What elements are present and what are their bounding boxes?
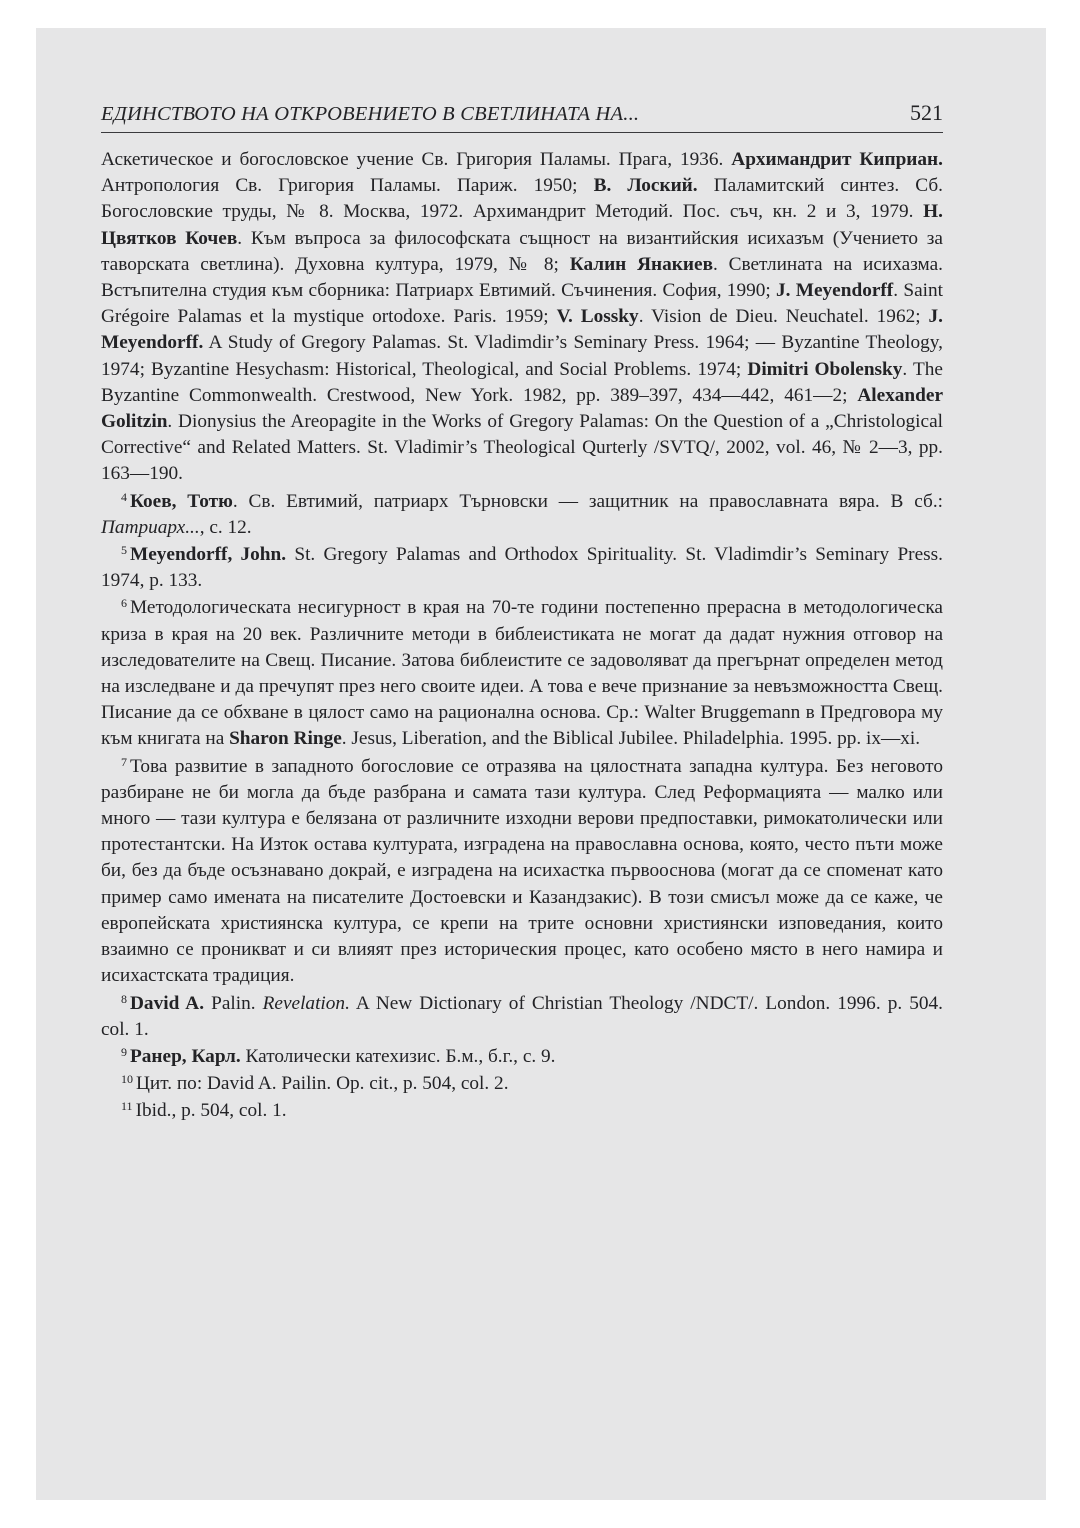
author-name: В. Лоский.	[593, 175, 698, 197]
author-name: J. Meyendorff	[776, 280, 894, 302]
footnote-7: $^7$ Това развитие в западното богословие се отразява на цялостната западна култура. Без неговото разбиране не би могла да бъде разбрана и самата тази култура. След Реформацията — малко или много — тази култура е белязана от различните изходни верови предпоставки, римокатолически или протестантски. На Изток остава културата, изградена на православна основа, която, често пъти може би, без да бъде осъзнавано докрай, е изградена на исихастка първооснова (могат да се споменат като пример само имената на писателите Достоевски и Казандзакис). В този смисъл може да се каже, че европейската християнска култура, се крепи на трите основни християнски изповедания, които взаимно се проникват и си влияят през историческия процес, като особено място в него намира и исихастската традиция.	[101, 754, 943, 987]
footnote-number: 7	[121, 754, 127, 769]
footnotes	[101, 147, 943, 1125]
author-name: Alexander Golitzin	[101, 384, 943, 433]
footnote-11: $^{11}$ Ibid., p. 504, col. 1.	[121, 1099, 287, 1122]
footnote-number: 4	[121, 489, 127, 504]
footnote-9: $^9$ Ранер, Карл. Католически катехизис. Б.м., б.г., с. 9.	[121, 1044, 556, 1067]
page-number: 521	[910, 100, 943, 125]
author-name: Архимандрит Киприан.	[731, 149, 943, 170]
author-name: Н. Цвятков Кочев	[101, 201, 943, 249]
author-name: Коев, Тотю	[130, 490, 233, 512]
author-name: J. Meyendorff.	[101, 306, 943, 354]
author-name: V. Lossky	[556, 306, 639, 328]
author-name: Dimitri Obolensky	[747, 358, 903, 380]
running-header	[101, 100, 943, 133]
footnote-number: 5	[121, 543, 127, 558]
author-name: Калин Янакиев	[569, 253, 713, 275]
footnote-4: $^4$ Коев, Тотю. Св. Евтимий, патриарх Търновски — защитник на православната вяра. В сб.: Патриарх..., с. 12.	[101, 489, 943, 538]
footnote-number: 10	[121, 1072, 133, 1087]
footnote-5: $^5$ Meyendorff, John. St. Gregory Palamas and Orthodox Spirituality. St. Vladimdir’s Seminary Press. 1974, p. 133.	[101, 543, 943, 592]
footnote-number: 6	[121, 596, 127, 611]
footnote-6: $^6$ Методологическата несигурност в края на 70-те години постепенно прерасна в методологическа криза в края на 20 век. Различните методи в библеистиката не могат да дадат нужния отговор на изследователите на Свещ. Писание. Затова библеистите се задоволяват да прегърнат определен метод на изследване и да пречупят през него своите идеи. А това е вече признание за невъзможността Свещ. Писание да се обхване в цялост само на рационална основа. Ср.: Walter Bruggemann в Предговора му към книгата на Sharon Ringe. Jesus, Liberation, and the Biblical Jubilee. Philadelphia. 1995. pp. ix—xi.	[101, 596, 943, 750]
footnote-continuation: Аскетическое и богословское учение Св. Григория Паламы. Прага, 1936. Архимандрит Киприан. Антропология Св. Григория Паламы. Париж. 1950; В. Лоский. Паламитский синтез. Сб. Богословские труды, № 8. Москва, 1972. Архимандрит Методий. Пос. съч, кн. 2 и 3, 1979. Н. Цвятков Кочев. Към въпроса за философската същност на византийския исихазъм (Учението за таворската светлина). Духовна култура, 1979, № 8; Калин Янакиев. Светлината на исихазма. Встъпителна студия към сборника: Патриарх Евтимий. Съчинения. София, 1990; J. Meyendorff. Saint Grégoire Palamas et la mystique ortodoxe. Paris. 1959; V. Lossky. Vision de Dieu. Neuchatel. 1962; J. Meyendorff. A Study of Gregory Palamas. St. Vladimdir’s Seminary Press. 1964; — Byzantine Theology, 1974; Byzantine Hesychasm: Historical, Theological, and Social Problems. 1974; Dimitri Obolensky. The Byzantine Commonwealth. Crestwood, New York. 1982, pp. 389–397, 434—442, 461—2; Alexander Golitzin. Dionysius the Areopagite in the Works of Gregory Palamas: On the Question of a „Christological Corrective“ and Related Matters. St. Vladimir’s Theological Qurterly /SVTQ/, 2002, vol. 46, № 2—3, pp. 163—190.	[101, 149, 943, 485]
italic-title: Revelation.	[262, 992, 350, 1014]
running-title: ЕДИНСТВОТО НА ОТКРОВЕНИЕТО В СВЕТЛИНАТА НА...	[101, 103, 640, 125]
author-name: David A.	[130, 992, 205, 1014]
author-name: Ранер, Карл.	[130, 1045, 241, 1067]
author-name: Meyendorff, John.	[130, 544, 287, 566]
book-page	[101, 100, 943, 1125]
footnote-number: 9	[121, 1044, 127, 1059]
footnote-10: $^{10}$ Цит. по: David A. Pailin. Op. cit., p. 504, col. 2.	[121, 1072, 509, 1095]
footnote-number: 11	[121, 1099, 133, 1114]
footnote-number: 8	[121, 991, 127, 1006]
author-name: Sharon Ringe	[229, 728, 342, 750]
italic-title: Патриарх...	[101, 516, 200, 538]
footnote-8: $^8$ David A. Palin. Revelation. A New Dictionary of Christian Theology /NDCT/. London. 1996. p. 504. col. 1.	[101, 991, 943, 1040]
